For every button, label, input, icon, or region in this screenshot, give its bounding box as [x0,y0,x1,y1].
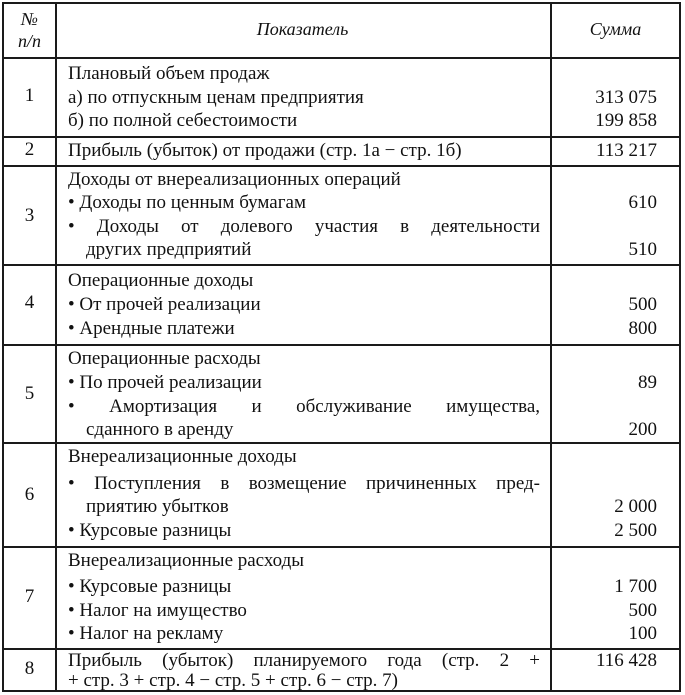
row-indicator-line: Операционные доходы [68,270,254,291]
header-sum: Сумма [589,19,642,39]
row-amount: 313 075 [595,87,657,108]
row-number: 6 [24,484,35,505]
row-indicator-line: • Арендные платежи [68,318,235,339]
header-number-cell [4,8,55,52]
row-amount: 200 [628,419,657,440]
table-row [4,648,679,690]
row-indicator-line: • Налог на имущество [68,600,247,621]
row-indicator-line: • Доходы от долевого участия в деятельности [68,216,540,237]
row-indicator-line: приятию убытков [86,496,229,517]
table-row [4,165,679,264]
row-number: 3 [24,205,35,226]
header-number-abbrev: n/n [17,31,41,51]
column-divider [550,167,552,264]
column-divider [550,266,552,344]
row-indicator-line: Прибыль (убыток) от продажи (стр. 1а − стр. 1б) [68,140,462,161]
row-indicator-line: Доходы от внереализационных операций [68,169,401,190]
row-amount: 610 [628,192,657,213]
column-divider [550,346,552,442]
column-divider [550,59,552,136]
header-indicator: Показатель [256,19,349,39]
table-row [4,442,679,546]
row-number: 2 [24,139,35,160]
column-divider [55,138,57,165]
row-amount: 800 [628,318,657,339]
row-amount: 2 000 [614,496,657,517]
row-number: 1 [24,85,35,106]
row-indicator-line: • Доходы по ценным бумагам [68,192,306,213]
row-amount: 500 [628,294,657,315]
table-header-row [4,4,679,57]
column-divider [550,138,552,165]
row-indicator-line: а) по отпускным ценам предприятия [68,87,364,108]
row-indicator-line: другиx предприятий [86,239,252,260]
table-row [4,546,679,648]
row-amount: 199 858 [595,110,657,131]
financial-plan-table [2,2,681,692]
row-indicator-line: Прибыль (убыток) планируемого года (стр. 2 + [68,650,540,671]
row-indicator-line: Операционные расходы [68,348,261,369]
row-amount: 510 [628,239,657,260]
row-indicator-line: б) по полной себестоимости [68,110,298,131]
row-indicator-line: • Поступления в возмещение причиненных пред- [68,473,540,494]
table-row [4,344,679,442]
column-divider [55,444,57,546]
row-number: 7 [24,586,35,607]
row-indicator-line: • От прочей реализации [68,294,261,315]
row-amount: 116 428 [595,650,657,671]
row-indicator-line: • Налог на рекламу [68,623,224,644]
row-number: 4 [24,292,35,313]
column-divider [55,266,57,344]
row-amount: 113 217 [595,140,657,161]
row-indicator-line: Внереализационные доходы [68,446,297,467]
row-indicator-line: • Курсовые разницы [68,576,232,597]
column-divider [55,59,57,136]
column-divider [550,548,552,648]
header-number-symbol: № [21,9,38,29]
table-row [4,264,679,344]
row-indicator-line: • Амортизация и обслуживание имущества, [68,396,540,417]
row-amount: 1 700 [614,576,657,597]
column-divider [550,444,552,546]
column-divider [55,167,57,264]
table-row [4,136,679,165]
row-indicator-line: сданного в аренду [86,419,234,440]
row-indicator-line: • Курсовые разницы [68,520,232,541]
row-amount: 100 [628,623,657,644]
row-number: 5 [24,383,35,404]
column-divider [55,548,57,648]
column-divider [55,346,57,442]
row-indicator-line: + стр. 3 + стр. 4 − стр. 5 + стр. 6 − стр. 7) [68,670,398,691]
row-amount: 500 [628,600,657,621]
row-indicator-line: • По прочей реализации [68,372,262,393]
row-amount: 89 [638,372,657,393]
row-indicator-line: Плановый объем продаж [68,63,270,84]
row-number: 8 [24,658,35,679]
column-divider [55,650,57,690]
table-row [4,57,679,136]
column-divider [550,650,552,690]
row-amount: 2 500 [614,520,657,541]
row-indicator-line: Внереализационные расходы [68,550,305,571]
